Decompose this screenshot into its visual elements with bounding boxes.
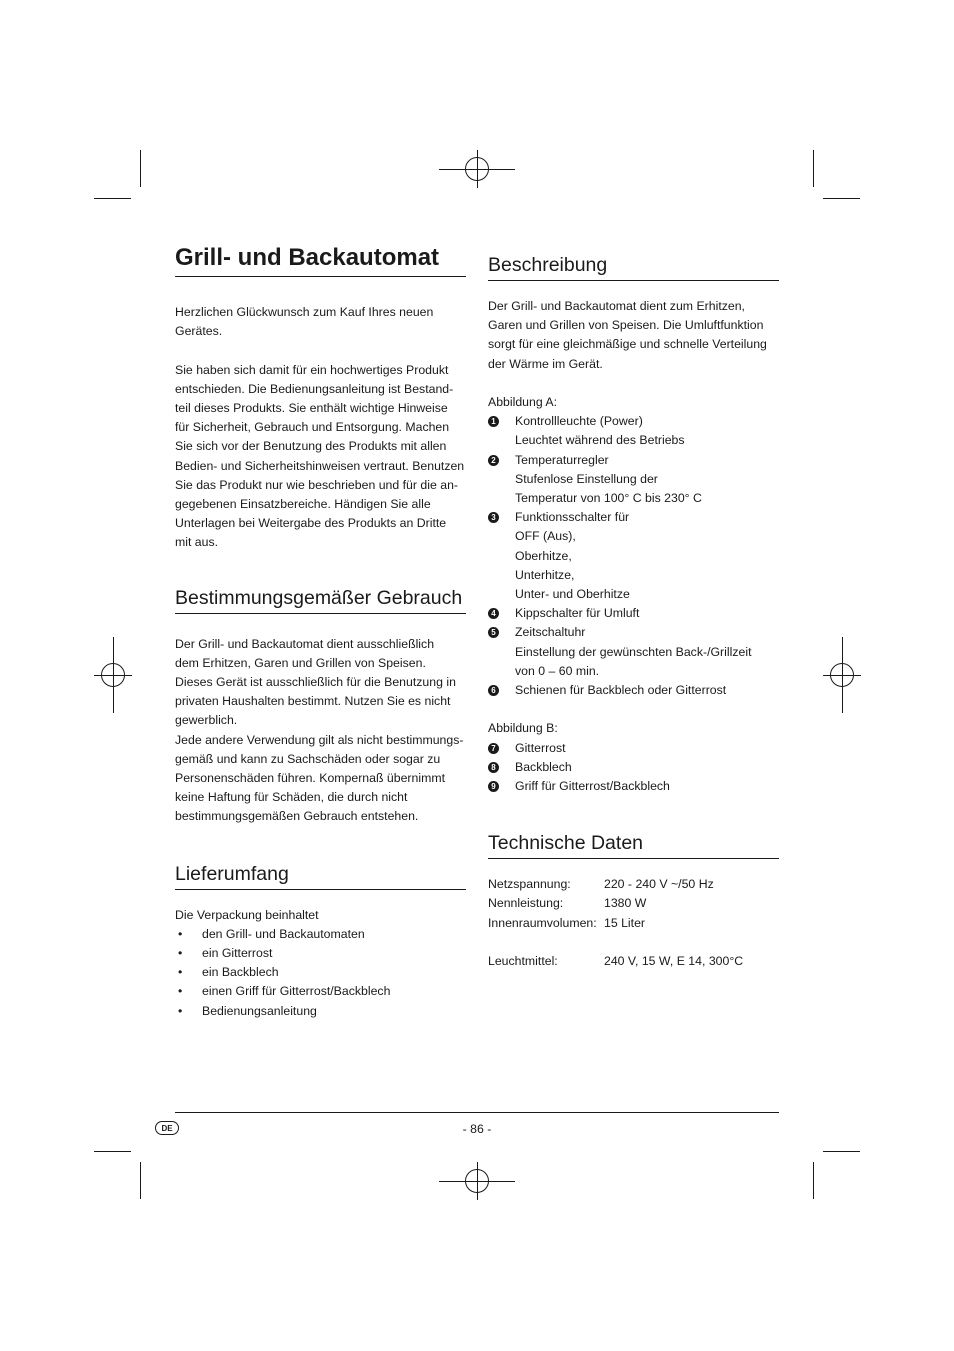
table-row: Nennleistung: 1380 W <box>488 896 647 911</box>
number-icon: 6 <box>488 685 499 696</box>
figure-b-list <box>488 739 779 797</box>
list-item: • Bedienungsanleitung <box>178 1003 317 1018</box>
scope-list <box>175 925 466 1021</box>
list-item: • ein Backblech <box>178 965 279 980</box>
description-paragraph: Der Grill- und Backautomat dient zum Erhitzen, Garen und Grillen von Speisen. Die Umluftfunktion sorgt für eine gleichmäßige und schnelle Verteilung der Wärme im Gerät. <box>488 299 767 371</box>
spec-table <box>488 875 779 971</box>
number-icon: 8 <box>488 762 499 773</box>
list-item: 6 Schienen für Backblech oder Gitterrost <box>488 681 779 700</box>
list-item: 7 Gitterrost <box>488 739 779 758</box>
list-item: • einen Griff für Gitterrost/Backblech <box>178 984 391 999</box>
table-row: Innenraumvolumen: 15 Liter <box>488 915 646 930</box>
list-item: 9 Griff für Gitterrost/Backblech <box>488 777 779 796</box>
scope-intro: Die Verpackung beinhaltet <box>175 907 319 922</box>
figure-a-label: Abbildung A: <box>488 395 558 409</box>
page-title: Grill- und Backautomat <box>175 240 466 277</box>
number-icon: 4 <box>488 608 499 619</box>
list-item: 2 Temperaturregler Stufenlose Einstellung der Temperatur von 100° C bis 230° C <box>488 451 779 509</box>
number-icon: 7 <box>488 743 499 754</box>
language-badge: DE <box>155 1121 179 1135</box>
section-heading-technical: Technische Daten <box>488 828 779 859</box>
number-icon: 1 <box>488 416 499 427</box>
number-icon: 5 <box>488 627 499 638</box>
section-heading-description: Beschreibung <box>488 250 779 281</box>
page-number: - 86 - <box>462 1122 492 1136</box>
list-item: • ein Gitterrost <box>178 946 273 961</box>
number-icon: 2 <box>488 455 499 466</box>
list-item: 3 Funktionsschalter für OFF (Aus), Oberhitze, Unterhitze, Unter- und Oberhitze <box>488 508 779 604</box>
list-item: 1 Kontrollleuchte (Power) Leuchtet während des Betriebs <box>488 412 779 450</box>
use-paragraph: Der Grill- und Backautomat dient ausschließlich dem Erhitzen, Garen und Grillen von Speisen. Dieses Gerät ist ausschließlich für die Benutzung in privaten Haushalten bestimmt. Nutzen Sie es nicht gewerblich. Jede andere Verwendung gilt als nicht bestimmungs- gemäß und kann zu Sachschäden oder sogar zu Personenschäden führen. Kompernaß übernimmt keine Haftung für Schäden, die durch nicht bestimmungsgemäßen Gebrauch entstehen. <box>175 636 464 824</box>
number-icon: 3 <box>488 512 499 523</box>
left-column <box>175 240 466 1021</box>
section-heading-scope: Lieferumfang <box>175 859 466 890</box>
intro-paragraph: Sie haben sich damit für ein hochwertiges Produkt entschieden. Die Bedienungsanleitung ist Bestand- teil dieses Produkts. Sie enthält wichtige Hinweise für Sicherheit, Gebrauch und Entsorgung. Machen Sie sich vor der Benutzung des Produkts mit allen Bedien- und Sicherheitshinweisen vertraut. Benutzen Sie das Produkt nur wie beschrieben und für die an- gegebenen Einsatzbereiche. Händigen Sie alle Unterlagen bei Weitergabe des Produkts an Dritte mit aus. <box>175 362 465 550</box>
list-item: 4 Kippschalter für Umluft <box>488 604 779 623</box>
list-item: 5 Zeitschaltuhr Einstellung der gewünschten Back-/Grillzeit von 0 – 60 min. <box>488 623 779 681</box>
figure-a-list <box>488 412 779 700</box>
table-row: Netzspannung: 220 - 240 V ~/50 Hz <box>488 877 714 892</box>
table-row: Leuchtmittel: 240 V, 15 W, E 14, 300°C <box>488 954 744 969</box>
number-icon: 9 <box>488 781 499 792</box>
footer-divider <box>175 1112 779 1113</box>
list-item: 8 Backblech <box>488 758 779 777</box>
right-column <box>488 250 779 971</box>
intro-paragraph: Herzlichen Glückwunsch zum Kauf Ihres neuen Gerätes. <box>175 305 434 339</box>
figure-b-label: Abbildung B: <box>488 721 558 736</box>
list-item: • den Grill- und Backautomaten <box>178 926 365 941</box>
section-heading-use: Bestimmungsgemäßer Gebrauch <box>175 583 466 614</box>
